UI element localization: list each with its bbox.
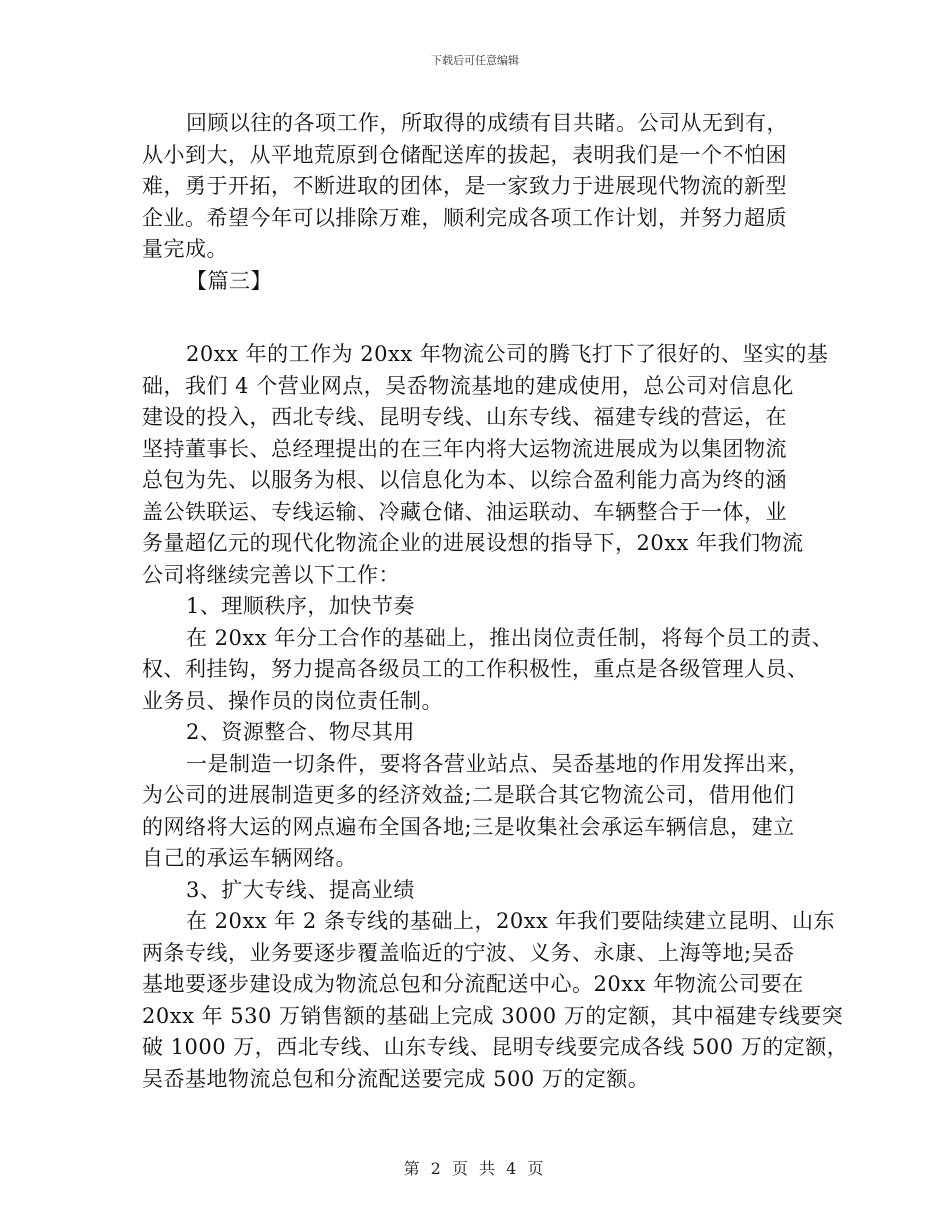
paragraph-line: 从小到大，从平地荒原到仓储配送库的拔起，表明我们是一个不怕困 [142,142,787,167]
section-title: 【篇三】 [186,268,272,293]
paragraph-line: 20xx 年的工作为 20xx 年物流公司的腾飞打下了很好的、坚实的基 [186,342,829,366]
item-title-3: 3、扩大专线、提高业绩 [186,877,415,902]
paragraph-line: 企业。希望今年可以排除万难，顺利完成各项工作计划，并努力超质 [142,205,787,230]
paragraph-line: 基地要逐步建设成为物流总包和分流配送中心。20xx 年物流公司要在 [142,972,804,996]
paragraph-line: 自己的承运车辆网络。 [142,846,357,870]
item-title-1: 1、理顺秩序，加快节奏 [186,594,415,618]
paragraph-line: 破 1000 万，西北专线、山东专线、昆明专线要完成各线 500 万的定额， [142,1035,849,1059]
paragraph-line: 两条专线，业务要逐步覆盖临近的宁波、义务、永康、上海等地;吴岙 [142,940,795,965]
paragraph-line: 务量超亿元的现代化物流企业的进展设想的指导下，20xx 年我们物流 [142,531,804,555]
paragraph-line: 回顾以往的各项工作，所取得的成绩有目共睹。公司从无到有， [186,111,788,135]
paragraph-line: 20xx 年 530 万销售额的基础上完成 3000 万的定额，其中福建专线要突 [142,1003,844,1028]
paragraph-line: 的网络将大运的网点遍布全国各地;三是收集社会承运车辆信息，建立 [142,814,795,839]
section-spacer [142,297,822,339]
page-number: 第 2 页 共 4 页 [403,1159,547,1178]
paragraph-line: 在 20xx 年分工合作的基础上，推出岗位责任制，将每个员工的责、 [186,625,834,650]
paragraph-line: 础，我们 4 个营业网点，吴岙物流基地的建成使用，总公司对信息化 [142,373,794,398]
paragraph-line: 盖公铁联运、专线运输、冷藏仓储、油运联动、车辆整合于一体，业 [142,499,787,524]
paragraph-line: 难，勇于开拓，不断进取的团体，是一家致力于进展现代物流的新型 [142,174,787,198]
paragraph-line: 权、利挂钩，努力提高各级员工的工作积极性，重点是各级管理人员、 [142,657,809,681]
document-body [142,108,849,1095]
paragraph-line: 为公司的进展制造更多的经济效益;二是联合其它物流公司，借用他们 [142,783,795,807]
paragraph-line: 量完成。 [142,237,228,261]
item-title-2: 2、资源整合、物尽其用 [186,720,415,744]
paragraph-line: 一是制造一切条件，要将各营业站点、吴岙基地的作用发挥出来， [186,751,810,776]
paragraph-line: 公司将继续完善以下工作： [142,562,400,587]
paragraph-line: 总包为先、以服务为根、以信息化为本、以综合盈利能力高为终的涵 [142,468,787,492]
paragraph-line: 建设的投入，西北专线、昆明专线、山东专线、福建专线的营运，在 [142,405,787,429]
paragraph-line: 吴岙基地物流总包和分流配送要完成 500 万的定额。 [142,1066,650,1091]
page-header-note: 下载后可任意编辑 [431,54,519,67]
paragraph-line: 坚持董事长、总经理提出的在三年内将大运物流进展成为以集团物流 [142,436,787,461]
paragraph-line: 业务员、操作员的岗位责任制。 [142,688,443,713]
paragraph-line: 在 20xx 年 2 条专线的基础上，20xx 年我们要陆续建立昆明、山东 [186,909,836,933]
